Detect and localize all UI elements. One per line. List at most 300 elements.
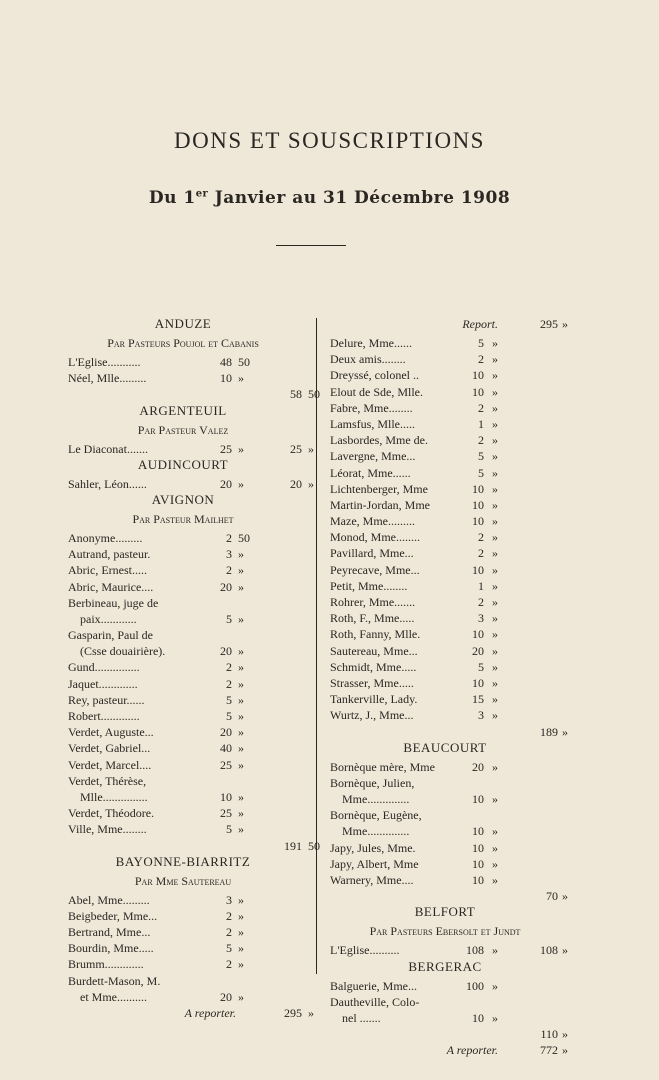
donation-amount: 10 <box>220 371 232 386</box>
donation-row <box>330 791 572 807</box>
donor-name: Japy, Jules, Mme. <box>330 840 416 855</box>
donation-row <box>68 989 310 1005</box>
donation-amount: 10 <box>472 481 484 496</box>
donation-amount: 2 <box>478 352 484 367</box>
donor-name: Bornèque mère, Mme <box>330 759 435 774</box>
donation-row <box>330 994 572 1010</box>
carry-label: Report. <box>462 317 498 331</box>
donor-name: Roth, Fanny, Mlle. <box>330 627 421 642</box>
donation-amount: 1 <box>478 416 484 431</box>
donation-currency: » <box>492 400 498 415</box>
donation-amount: 40 <box>220 741 232 756</box>
donation-amount: 1 <box>478 578 484 593</box>
donation-row <box>68 973 310 989</box>
donation-amount: 20 <box>220 644 232 659</box>
donation-row <box>330 335 572 351</box>
donation-row <box>330 481 572 497</box>
donation-row <box>68 476 314 492</box>
donation-row <box>330 675 572 691</box>
section-total-currency: » <box>562 943 568 958</box>
donation-currency: » <box>492 611 498 626</box>
donation-amount: 10 <box>472 497 484 512</box>
section-total: 108 <box>540 943 558 958</box>
section-subheading-text: Par Pasteurs Poujol et Cabanis <box>107 336 259 350</box>
donation-row <box>68 643 310 659</box>
donation-row <box>68 579 310 595</box>
donor-name: Deux amis........ <box>330 352 406 367</box>
donor-name: Lamsfus, Mlle..... <box>330 416 415 431</box>
donation-currency: » <box>492 465 498 480</box>
donation-currency: » <box>492 449 498 464</box>
donation-currency: » <box>492 546 498 561</box>
donation-row <box>330 942 572 958</box>
section-subheading <box>68 511 310 530</box>
donation-amount: 48 <box>220 355 232 369</box>
donor-name: Schmidt, Mme..... <box>330 659 417 674</box>
right-column <box>330 316 572 1061</box>
donation-currency: » <box>238 957 244 972</box>
donor-name: Lichtenberger, Mme <box>330 481 428 496</box>
donation-amount: 20 <box>220 989 232 1004</box>
section-subheading <box>68 422 310 441</box>
subtotal-amount: 70 <box>546 889 558 904</box>
donation-row <box>68 892 310 908</box>
donation-row <box>330 367 572 383</box>
donor-name: Mme.............. <box>342 792 410 807</box>
donation-row <box>68 692 310 708</box>
donor-name: Bornèque, Julien, <box>330 775 415 790</box>
donation-row <box>330 775 572 791</box>
donor-name: Rohrer, Mme....... <box>330 595 416 609</box>
subtotal-line <box>330 724 572 740</box>
donation-currency: » <box>492 497 498 512</box>
carry-total-currency: » <box>308 1006 314 1020</box>
subtotal-currency: » <box>562 1027 568 1042</box>
donation-amount: 20 <box>220 579 232 594</box>
donation-currency: » <box>492 856 498 871</box>
donation-currency: » <box>238 644 244 659</box>
donation-row <box>68 924 310 940</box>
donation-currency: » <box>492 708 498 723</box>
carry-line <box>330 316 572 335</box>
donation-currency: » <box>238 822 244 837</box>
donation-currency: » <box>492 943 498 958</box>
subtotal-currency: » <box>562 889 568 904</box>
donation-row <box>330 610 572 626</box>
donation-currency: 50 <box>238 355 250 369</box>
donation-currency: » <box>238 806 244 821</box>
donation-row <box>68 611 310 627</box>
donation-currency: » <box>492 384 498 399</box>
donation-row <box>68 659 310 675</box>
donation-amount: 2 <box>478 400 484 415</box>
donation-currency: » <box>238 925 244 940</box>
donation-amount: 25 <box>220 757 232 772</box>
donor-name: Verdet, Marcel.... <box>68 757 152 772</box>
donor-name: Fabre, Mme........ <box>330 400 413 415</box>
donation-row <box>68 940 310 956</box>
donor-name: Anonyme......... <box>68 530 143 545</box>
section-heading <box>68 316 310 335</box>
donor-name: Gasparin, Paul de <box>68 628 153 643</box>
donation-currency: » <box>238 660 244 675</box>
donation-currency: » <box>238 741 244 756</box>
donor-name: Mme.............. <box>342 824 410 839</box>
donor-name: Beigbeder, Mme... <box>68 908 158 923</box>
donation-row <box>68 773 310 789</box>
carry-total-currency: » <box>562 1043 568 1058</box>
donor-name: Sahler, Léon...... <box>68 476 147 491</box>
donation-currency: » <box>492 1010 498 1025</box>
donor-name: Verdet, Théodore. <box>68 806 155 821</box>
donation-amount: 5 <box>478 465 484 480</box>
donation-amount: 5 <box>226 941 232 956</box>
donation-amount: 3 <box>478 708 484 723</box>
donation-currency: » <box>492 530 498 545</box>
donation-currency: » <box>492 595 498 609</box>
donation-amount: 5 <box>478 659 484 674</box>
donation-currency: » <box>492 840 498 855</box>
donor-name: Wurtz, J., Mme... <box>330 708 414 723</box>
section-heading <box>68 492 310 511</box>
donation-amount: 3 <box>478 611 484 626</box>
donation-amount: 10 <box>472 840 484 855</box>
section-total-currency: » <box>308 476 314 491</box>
donation-row <box>68 805 310 821</box>
donation-amount: 3 <box>226 892 232 907</box>
donation-currency: » <box>238 676 244 691</box>
donation-amount: 2 <box>226 957 232 972</box>
donation-currency: » <box>238 941 244 956</box>
donation-currency: » <box>492 873 498 887</box>
donation-amount: 2 <box>478 595 484 609</box>
section-heading-text: AUDINCOURT <box>137 456 229 472</box>
donation-currency: » <box>492 643 498 658</box>
donor-name: Balguerie, Mme... <box>330 978 417 993</box>
donor-name: Burdett-Mason, M. <box>68 973 161 988</box>
donation-row <box>330 545 572 561</box>
donation-row <box>68 595 310 611</box>
donation-row <box>330 691 572 707</box>
donor-name: Tankerville, Lady. <box>330 692 418 707</box>
donation-amount: 20 <box>472 759 484 774</box>
donation-amount: 10 <box>472 792 484 807</box>
donation-amount: 5 <box>226 611 232 626</box>
donor-name: L'Eglise.......... <box>330 943 400 958</box>
donation-currency: » <box>492 627 498 642</box>
donation-amount: 10 <box>472 1010 484 1025</box>
donation-amount: 2 <box>226 908 232 923</box>
donation-amount: 10 <box>220 789 232 804</box>
donation-row <box>330 643 572 659</box>
donation-row <box>330 626 572 642</box>
page-title: DONS ET SOUSCRIPTIONS <box>174 128 485 153</box>
donation-amount: 10 <box>472 627 484 642</box>
donor-name: Bertrand, Mme... <box>68 925 151 940</box>
donation-currency: » <box>238 692 244 707</box>
donor-name: Warnery, Mme.... <box>330 873 414 887</box>
donation-amount: 15 <box>472 692 484 707</box>
donation-amount: 10 <box>472 856 484 871</box>
donation-row <box>330 840 572 856</box>
donor-name: Verdet, Auguste... <box>68 725 154 740</box>
section-heading <box>330 740 572 759</box>
donation-row <box>330 594 572 610</box>
subtotal-currency: 50 <box>308 838 320 853</box>
section-heading-text: BERGERAC <box>408 958 482 974</box>
section-total: 20 <box>290 476 302 491</box>
donation-amount: 2 <box>226 925 232 940</box>
donor-name: Monod, Mme........ <box>330 530 420 545</box>
donation-currency: » <box>492 514 498 529</box>
donation-amount: 2 <box>226 530 232 545</box>
subtotal-currency: 50 <box>308 387 320 402</box>
donor-name: Jaquet............. <box>68 676 138 691</box>
donation-row <box>68 530 310 546</box>
donation-currency: » <box>238 908 244 923</box>
donation-amount: 25 <box>220 441 232 456</box>
section-heading <box>68 403 310 422</box>
section-heading-text: BEAUCOURT <box>403 739 487 755</box>
donation-row <box>330 759 572 775</box>
donor-name: Roth, F., Mme..... <box>330 611 415 626</box>
section-total: 25 <box>290 441 302 456</box>
donation-currency: » <box>492 416 498 431</box>
subtotal-currency: » <box>562 724 568 739</box>
donation-row <box>330 513 572 529</box>
donation-currency: » <box>492 368 498 383</box>
donor-name: Lasbordes, Mme de. <box>330 433 428 448</box>
subtotal-line <box>330 888 572 904</box>
donor-name: Japy, Albert, Mme <box>330 856 419 871</box>
donation-currency: » <box>492 692 498 707</box>
donation-amount: 10 <box>472 824 484 839</box>
donation-row <box>68 441 314 457</box>
donation-row <box>68 724 310 740</box>
donor-name: et Mme.......... <box>80 989 147 1004</box>
donor-name: Le Diaconat....... <box>68 441 148 456</box>
subtotal-line <box>68 386 320 402</box>
subtotal-amount: 58 <box>290 387 302 402</box>
donor-name: Léorat, Mme...... <box>330 465 411 480</box>
donation-currency: » <box>238 371 244 386</box>
donation-amount: 2 <box>478 530 484 545</box>
section-total-currency: » <box>308 441 314 456</box>
donation-amount: 10 <box>472 368 484 383</box>
donation-amount: 2 <box>226 660 232 675</box>
section-subheading <box>68 873 310 892</box>
donor-name: Bourdin, Mme..... <box>68 941 154 956</box>
donor-name: Martin-Jordan, Mme <box>330 497 430 512</box>
donation-amount: 5 <box>226 692 232 707</box>
section-subheading-text: Par Mme Sautereau <box>134 873 232 888</box>
donor-name: Delure, Mme...... <box>330 336 412 350</box>
donation-amount: 5 <box>478 336 484 350</box>
donation-currency: » <box>492 562 498 577</box>
donation-row <box>330 978 572 994</box>
donor-name: Berbineau, juge de <box>68 595 159 610</box>
carry-total-currency: » <box>562 317 568 331</box>
column-divider <box>316 318 317 974</box>
donation-row <box>330 416 572 432</box>
section-heading-text: AVIGNON <box>151 491 215 507</box>
donor-name: nel ....... <box>342 1010 381 1025</box>
donor-name: Gund............... <box>68 660 140 675</box>
donation-row <box>68 821 310 837</box>
donation-amount: 5 <box>226 822 232 837</box>
section-subheading <box>330 923 572 942</box>
donation-row <box>330 529 572 545</box>
section-heading <box>330 959 572 978</box>
donation-currency: » <box>238 892 244 907</box>
subtitle-prefix: Du 1 <box>148 188 196 208</box>
donor-name: Autrand, pasteur. <box>68 547 151 562</box>
page-subtitle <box>0 188 659 208</box>
donation-row <box>330 823 572 839</box>
donor-name: Bornèque, Eugène, <box>330 808 422 823</box>
donation-row <box>68 546 310 562</box>
carry-total: 772 <box>540 1043 558 1058</box>
donor-name: Rey, pasteur...... <box>68 692 145 707</box>
title-rule <box>276 245 346 246</box>
donation-row <box>68 908 310 924</box>
subtotal-line <box>68 838 320 854</box>
donor-name: Abel, Mme......... <box>68 892 150 907</box>
subtotal-amount: 189 <box>540 724 558 739</box>
donation-row <box>68 956 310 972</box>
donation-amount: 5 <box>226 709 232 723</box>
section-subheading <box>68 335 310 354</box>
donation-amount: 10 <box>472 514 484 529</box>
donation-row <box>330 432 572 448</box>
carry-label: A reporter. <box>446 1043 498 1058</box>
donation-currency: » <box>492 792 498 807</box>
donation-amount: 108 <box>466 943 484 958</box>
donation-amount: 20 <box>472 643 484 658</box>
section-heading-text: ARGENTEUIL <box>139 402 227 418</box>
donation-row <box>330 562 572 578</box>
donation-amount: 5 <box>478 449 484 464</box>
donation-currency: » <box>238 476 244 491</box>
section-subheading-text: Par Pasteur Valez <box>137 422 229 437</box>
donation-currency: » <box>238 441 244 456</box>
donation-amount: 2 <box>226 676 232 691</box>
carry-total: 295 <box>540 317 558 331</box>
donor-name: Elout de Sde, Mlle. <box>330 384 423 399</box>
donation-currency: 50 <box>238 530 250 545</box>
donor-name: L'Eglise........... <box>68 355 141 369</box>
donation-row <box>330 384 572 400</box>
donation-row <box>330 707 572 723</box>
donation-currency: » <box>492 433 498 448</box>
donation-amount: 10 <box>472 562 484 577</box>
donor-name: Abric, Maurice.... <box>68 579 154 594</box>
donation-currency: » <box>492 824 498 839</box>
carry-label: A reporter. <box>184 1006 236 1020</box>
donor-name: Abric, Ernest..... <box>68 563 147 578</box>
donor-name: Robert............. <box>68 709 140 723</box>
donation-amount: 10 <box>472 873 484 887</box>
donor-name: Sautereau, Mme... <box>330 643 418 658</box>
donation-currency: » <box>238 989 244 1004</box>
donation-row <box>330 659 572 675</box>
carry-line <box>330 1042 572 1061</box>
donor-name: Néel, Mlle......... <box>68 371 147 386</box>
donation-amount: 20 <box>220 725 232 740</box>
donor-name: paix............ <box>80 611 137 626</box>
donation-currency: » <box>492 759 498 774</box>
donation-row <box>330 856 572 872</box>
donation-row <box>330 351 572 367</box>
donation-currency: » <box>238 725 244 740</box>
donation-currency: » <box>492 336 498 350</box>
subtitle-sup: er <box>195 188 209 200</box>
donor-name: Brumm............. <box>68 957 144 972</box>
subtitle-rest: Janvier au 31 Décembre 1908 <box>208 188 511 208</box>
donor-name: Verdet, Thérèse, <box>68 773 147 788</box>
donation-amount: 25 <box>220 806 232 821</box>
subtotal-amount: 191 <box>284 838 302 853</box>
donation-amount: 3 <box>226 547 232 562</box>
donation-row <box>330 400 572 416</box>
donor-name: Dautheville, Colo- <box>330 994 420 1009</box>
section-heading <box>68 457 310 476</box>
section-heading <box>68 854 310 873</box>
donation-currency: » <box>492 659 498 674</box>
donation-row <box>68 627 310 643</box>
donation-row <box>68 370 310 386</box>
donation-currency: » <box>238 757 244 772</box>
donation-row <box>68 708 310 724</box>
donor-name: Pavillard, Mme... <box>330 546 414 561</box>
donation-row <box>68 562 310 578</box>
donation-row <box>330 578 572 594</box>
subtotal-line <box>330 1026 572 1042</box>
donor-name: Lavergne, Mme... <box>330 449 416 464</box>
donation-row <box>330 872 572 888</box>
donation-amount: 2 <box>226 563 232 578</box>
carry-line <box>68 1005 314 1024</box>
subtotal-amount: 110 <box>540 1027 558 1042</box>
donor-name: Mlle............... <box>80 789 148 804</box>
donor-name: (Csse douairière). <box>80 644 166 659</box>
donation-currency: » <box>492 978 498 993</box>
donation-currency: » <box>238 709 244 723</box>
donation-row <box>68 354 310 370</box>
donation-currency: » <box>492 481 498 496</box>
section-heading-text: BAYONNE-BIARRITZ <box>115 853 251 869</box>
donor-name: Verdet, Gabriel... <box>68 741 151 756</box>
donor-name: Ville, Mme........ <box>68 822 147 837</box>
donor-name: Petit, Mme........ <box>330 578 408 593</box>
donation-amount: 2 <box>478 546 484 561</box>
donation-amount: 2 <box>478 433 484 448</box>
carry-total: 295 <box>284 1006 302 1020</box>
donation-amount: 100 <box>466 978 484 993</box>
donation-row <box>68 676 310 692</box>
donation-amount: 10 <box>472 384 484 399</box>
donation-currency: » <box>492 578 498 593</box>
donation-row <box>330 1010 572 1026</box>
donation-row <box>330 448 572 464</box>
donor-name: Dreyssé, colonel .. <box>330 368 419 383</box>
section-heading-text: BELFORT <box>414 904 476 920</box>
donation-row <box>330 465 572 481</box>
donation-currency: » <box>492 675 498 690</box>
donation-row <box>68 789 310 805</box>
donation-currency: » <box>238 547 244 562</box>
donor-name: Peyrecave, Mme... <box>330 562 420 577</box>
